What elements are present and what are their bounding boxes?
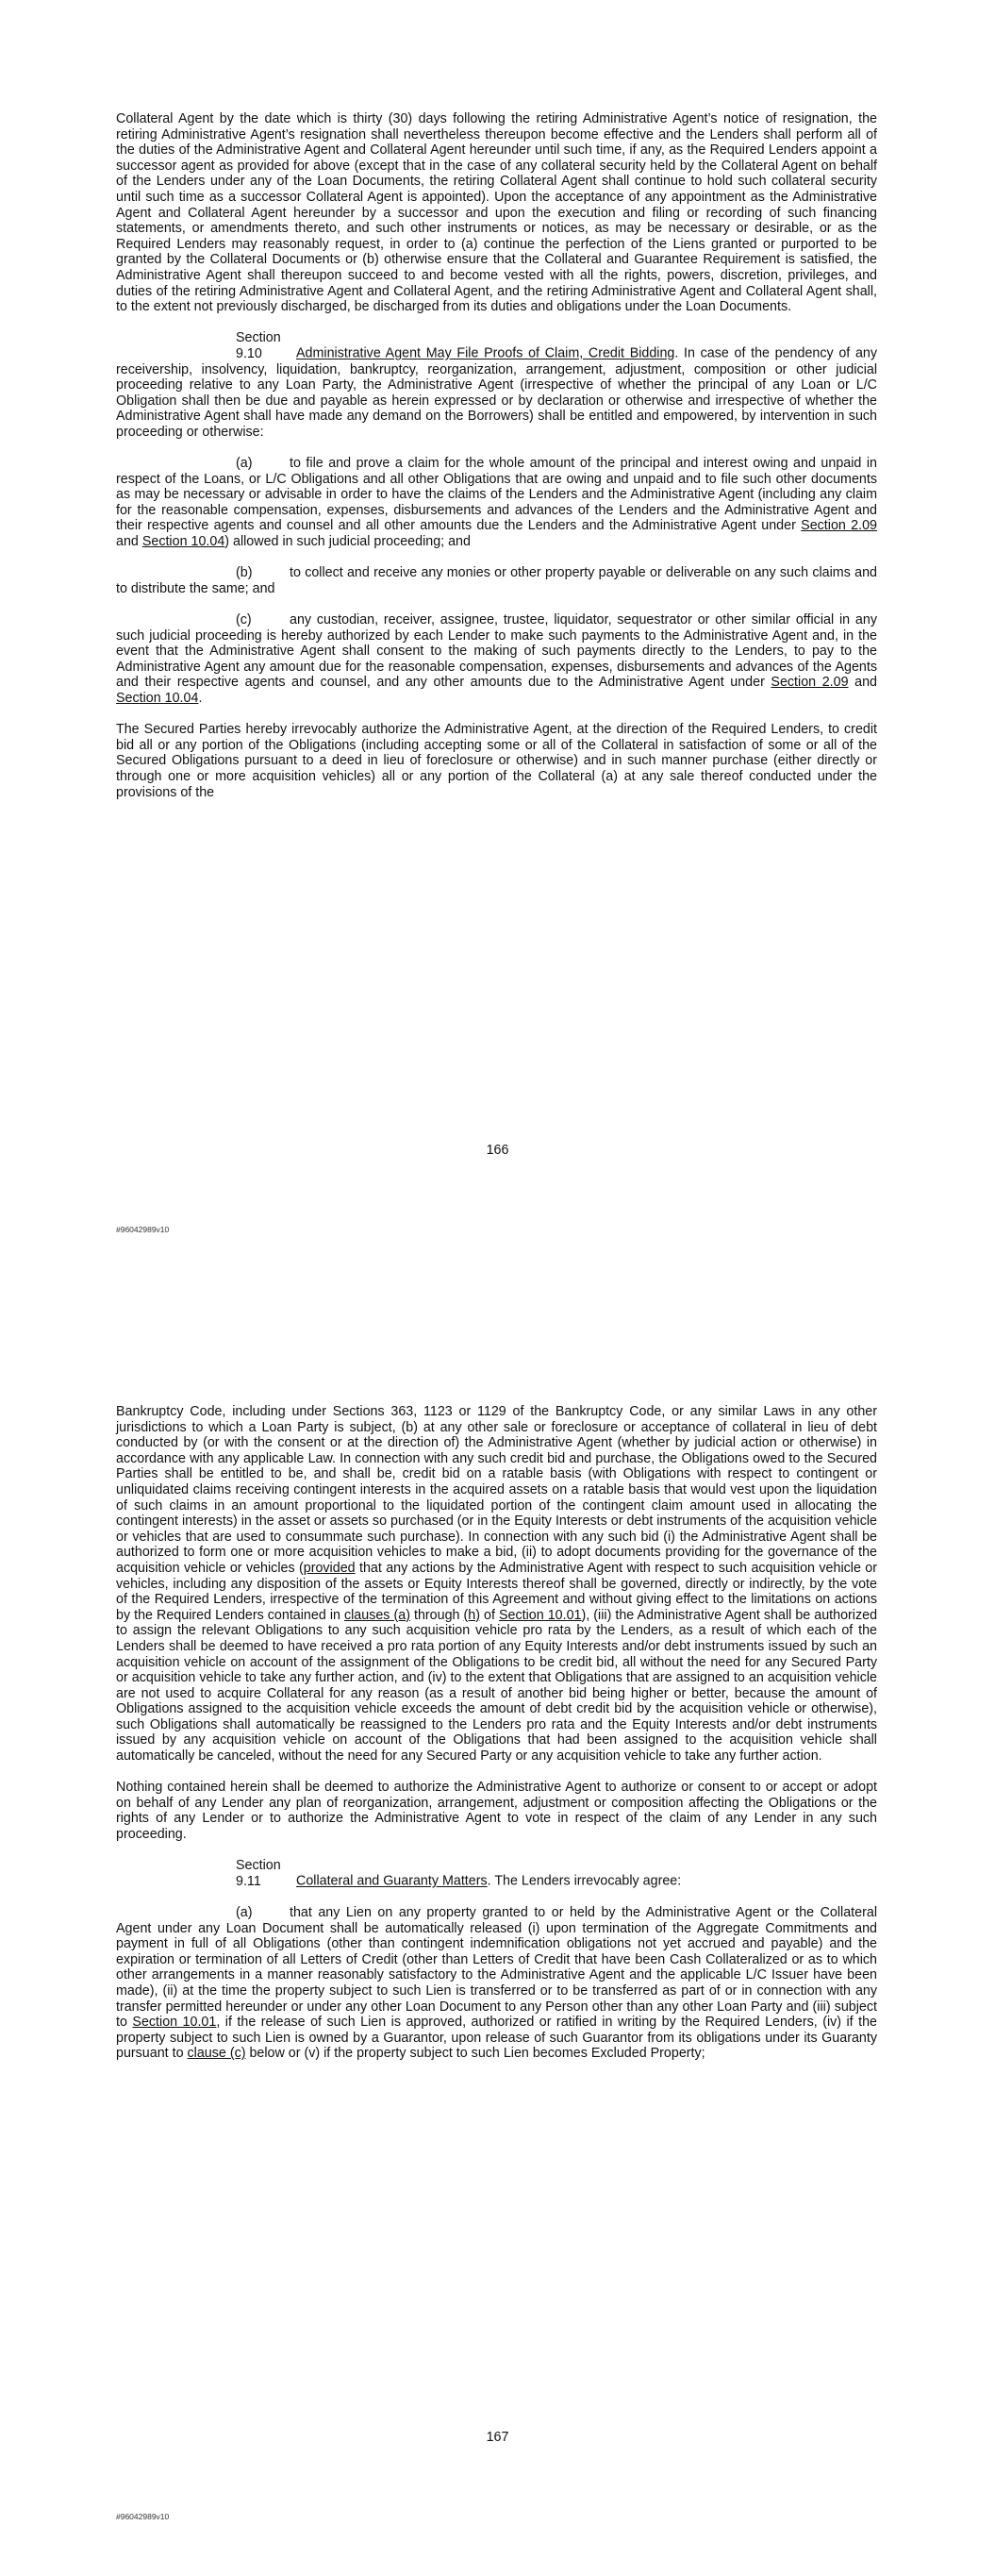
no-authorization-paragraph: Nothing contained herein shall be deemed to authorize the Administrative Agent to authorize or consent to or accept or adopt on behalf of any Lender any plan of reorganization, arrangement, adjustment or composition affecting the Obligations or the rights of any Lender or to authorize the Administrative Agent to vote in respect of the claim of any Lender in any such proceeding.	[116, 1780, 877, 1843]
page-166-body	[116, 111, 877, 816]
section-body: . In case of the pendency of any receivership, insolvency, liquidation, bankruptcy, reorganization, arrangement, adjustment, composition or other judicial proceeding relative to any Loan Party, the Administrative Agent (irrespective of whether the principal of any Loan or L/C Obligation shall then be due and payable as herein expressed or by declaration or otherwise and irrespective of whether the Administrative Agent shall have made any demand on the Borrowers) shall be entitled and empowered, by intervention in such proceeding or otherwise:	[116, 345, 877, 440]
clause-a: (a) to file and prove a claim for the whole amount of the principal and interest owing and unpaid in respect of the Loans, or L/C Obligations and all other Obligations that are owing and unpaid and to file such other documents as may be necessary or advisable in order to have the claims of the Lenders and the Administrative Agent (including any claim for the reasonable compensation, expenses, disbursements and advances of the Lenders and the Administrative Agent and their respective agents and counsel and all other amounts due the Lenders and the Administrative Agent under Section 2.09 and Section 10.04) allowed in such judicial proceeding; and	[116, 456, 877, 550]
cross-reference: clause (c)	[187, 2046, 246, 2062]
section-title: Collateral and Guaranty Matters	[296, 1873, 488, 1889]
section-number: Section 9.10	[236, 330, 281, 361]
section-number: Section 9.11	[236, 1858, 281, 1889]
clause-label: (c)	[236, 612, 252, 627]
resignation-paragraph: Collateral Agent by the date which is thirty (30) days following the retiring Administrative Agent’s notice of resignation, the retiring Administrative Agent’s resignation shall nevertheless thereupon become effective and the Lenders shall perform all of the duties of the Administrative Agent and Collateral Agent hereunder until such time, if any, as the Required Lenders appoint a successor agent as provided for above (except that in the case of any collateral security held by the Collateral Agent on behalf of the Lenders under any of the Loan Documents, the retiring Collateral Agent shall continue to hold such collateral security until such time as a successor Collateral Agent is appointed). Upon the acceptance of any appointment as the Administrative Agent and Collateral Agent hereunder by a successor and upon the execution and filing or recording of such financing statements, or amendments thereto, and such other instruments or notices, as may be necessary or desirable, or as the Required Lenders may reasonably request, in order to (a) continue the perfection of the Liens granted or purported to be granted by the Collateral Documents or (b) otherwise ensure that the Collateral and Guarantee Requirement is satisfied, the Administrative Agent shall thereupon succeed to and become vested with all the rights, powers, discretion, privileges, and duties of the retiring Administrative Agent and Collateral Agent, and the retiring Administrative Agent and Collateral Agent shall, to the extent not previously discharged, be discharged from its duties and obligations under the Loan Documents.	[116, 111, 877, 315]
cross-reference: Section 10.04	[141, 534, 225, 550]
document-id: #96042989v10	[116, 1225, 170, 1234]
cross-reference: clauses (a)	[343, 1607, 410, 1623]
section-9-10	[116, 330, 877, 440]
proviso-term: provided	[303, 1560, 356, 1576]
page-167-body	[116, 1404, 877, 2078]
cross-reference: Section 10.04	[116, 690, 199, 706]
page-number: 166	[486, 1143, 509, 1158]
cross-reference: Section 10.01	[132, 2015, 217, 2031]
credit-bid-paragraph: The Secured Parties hereby irrevocably authorize the Administrative Agent, at the direction of the Required Lenders, to credit bid all or any portion of the Obligations (including accepting some or all of the Collateral in satisfaction of some or all of the Secured Obligations pursuant to a deed in lieu of foreclosure or otherwise) and in such manner purchase (either directly or through one or more acquisition vehicles) all or any portion of the Collateral (a) at any sale thereof conducted under the provisions of the	[116, 722, 877, 800]
clause-c: (c) any custodian, receiver, assignee, trustee, liquidator, sequestrator or other similar official in any such judicial proceeding is hereby authorized by each Lender to make such payments to the Administrative Agent and, in the event that the Administrative Agent shall consent to the making of such payments directly to the Lenders, to pay to the Administrative Agent any amount due for the reasonable compensation, expenses, disbursements and advances of the Agents and their respective agents and counsel, and any other amounts due to the Administrative Agent under Section 2.09 and Section 10.04.	[116, 612, 877, 706]
cross-reference: Section 2.09	[801, 518, 877, 534]
cross-reference: Section 2.09	[771, 675, 849, 691]
section-9-11	[116, 1858, 877, 1889]
clause-label: (a)	[236, 456, 253, 472]
clause-b: (b) to collect and receive any monies or other property payable or deliverable on any such claims and to distribute the same; and	[116, 565, 877, 596]
cross-reference: Section 10.01	[499, 1607, 582, 1623]
section-body: . The Lenders irrevocably agree:	[487, 1873, 682, 1889]
credit-bid-continuation: Bankruptcy Code, including under Sections 363, 1123 or 1129 of the Bankruptcy Code, or any similar Laws in any other jurisdictions to which a Loan Party is subject, (b) at any other sale or foreclosure or acceptance of collateral in lieu of debt conducted by (or with the consent or at the direction of) the Administrative Agent (whether by judicial action or otherwise) in accordance with any applicable Law. In connection with any such credit bid and purchase, the Obligations owed to the Secured Parties shall be entitled to be, and shall be, credit bid on a ratable basis (with Obligations with respect to contingent or unliquidated claims receiving contingent interests in the acquired assets on a ratable basis that would vest upon the liquidation of such claims in an amount proportional to the liquidated portion of the contingent claim amount used in allocating the contingent interests) in the asset or assets so purchased (or in the Equity Interests or debt instruments of the acquisition vehicle or vehicles that are used to consummate such purchase). In connection with any such bid (i) the Administrative Agent shall be authorized to form one or more acquisition vehicles to make a bid, (ii) to adopt documents providing for the governance of the acquisition vehicle or vehicles (provided that any actions by the Administrative Agent with respect to such acquisition vehicle or vehicles, including any disposition of the assets or Equity Interests thereof shall be governed, directly or indirectly, by the vote of the Required Lenders, irrespective of the termination of this Agreement and without giving effect to the limitations on actions by the Required Lenders contained in clauses (a) through (h) of Section 10.01), (iii) the Administrative Agent shall be authorized to assign the relevant Obligations to any such acquisition vehicle pro rata by the Lenders, as a result of which each of the Lenders shall be deemed to have received a pro rata portion of any Equity Interests and/or debt instruments issued by such an acquisition vehicle on account of the assignment of the Obligations to be credit bid, all without the need for any Secured Party or acquisition vehicle to take any further action, and (iv) to the extent that Obligations that are assigned to an acquisition vehicle are not used to acquire Collateral for any reason (as a result of another bid being higher or better, because the amount of Obligations assigned to the acquisition vehicle exceeds the amount of debt credit bid by the acquisition vehicle or otherwise), such Obligations shall automatically be reassigned to the Lenders pro rata and the Equity Interests and/or debt instruments issued by any acquisition vehicle on account of the Obligations that had been assigned to the acquisition vehicle shall automatically be canceled, without the need for any Secured Party or any acquisition vehicle to take any further action.	[116, 1404, 878, 1765]
cross-reference: (h)	[463, 1607, 481, 1623]
page-number: 167	[486, 2430, 509, 2445]
clause-label: (a)	[236, 1905, 253, 1920]
clause-label: (b)	[236, 565, 253, 581]
page-167	[0, 1288, 995, 2576]
document-id: #96042989v10	[116, 2512, 170, 2521]
clause-a: (a) that any Lien on any property granted to or held by the Administrative Agent or the Collateral Agent under any Loan Document shall be automatically released (i) upon termination of the Aggregate Commitments and payment in full of all Obligations (other than contingent indemnification obligations not yet accrued and payable) and the expiration or termination of all Letters of Credit (other than Letters of Credit that have been Cash Collateralized or as to which other arrangements in a manner reasonably satisfactory to the Administrative Agent and the applicable L/C Issuer have been made), (ii) at the time the property subject to such Lien is transferred or to be transferred as part of or in connection with any transfer permitted hereunder or under any other Loan Document to any Person other than any other Loan Party and (iii) subject to Section 10.01, if the release of such Lien is approved, authorized or ratified in writing by the Required Lenders, (iv) if the property subject to such Lien is owned by a Guarantor, upon release of such Guarantor from its obligations under its Guaranty pursuant to clause (c) below or (v) if the property subject to such Lien becomes Excluded Property;	[116, 1905, 877, 2062]
section-title: Administrative Agent May File Proofs of Claim, Credit Bidding	[296, 345, 675, 361]
